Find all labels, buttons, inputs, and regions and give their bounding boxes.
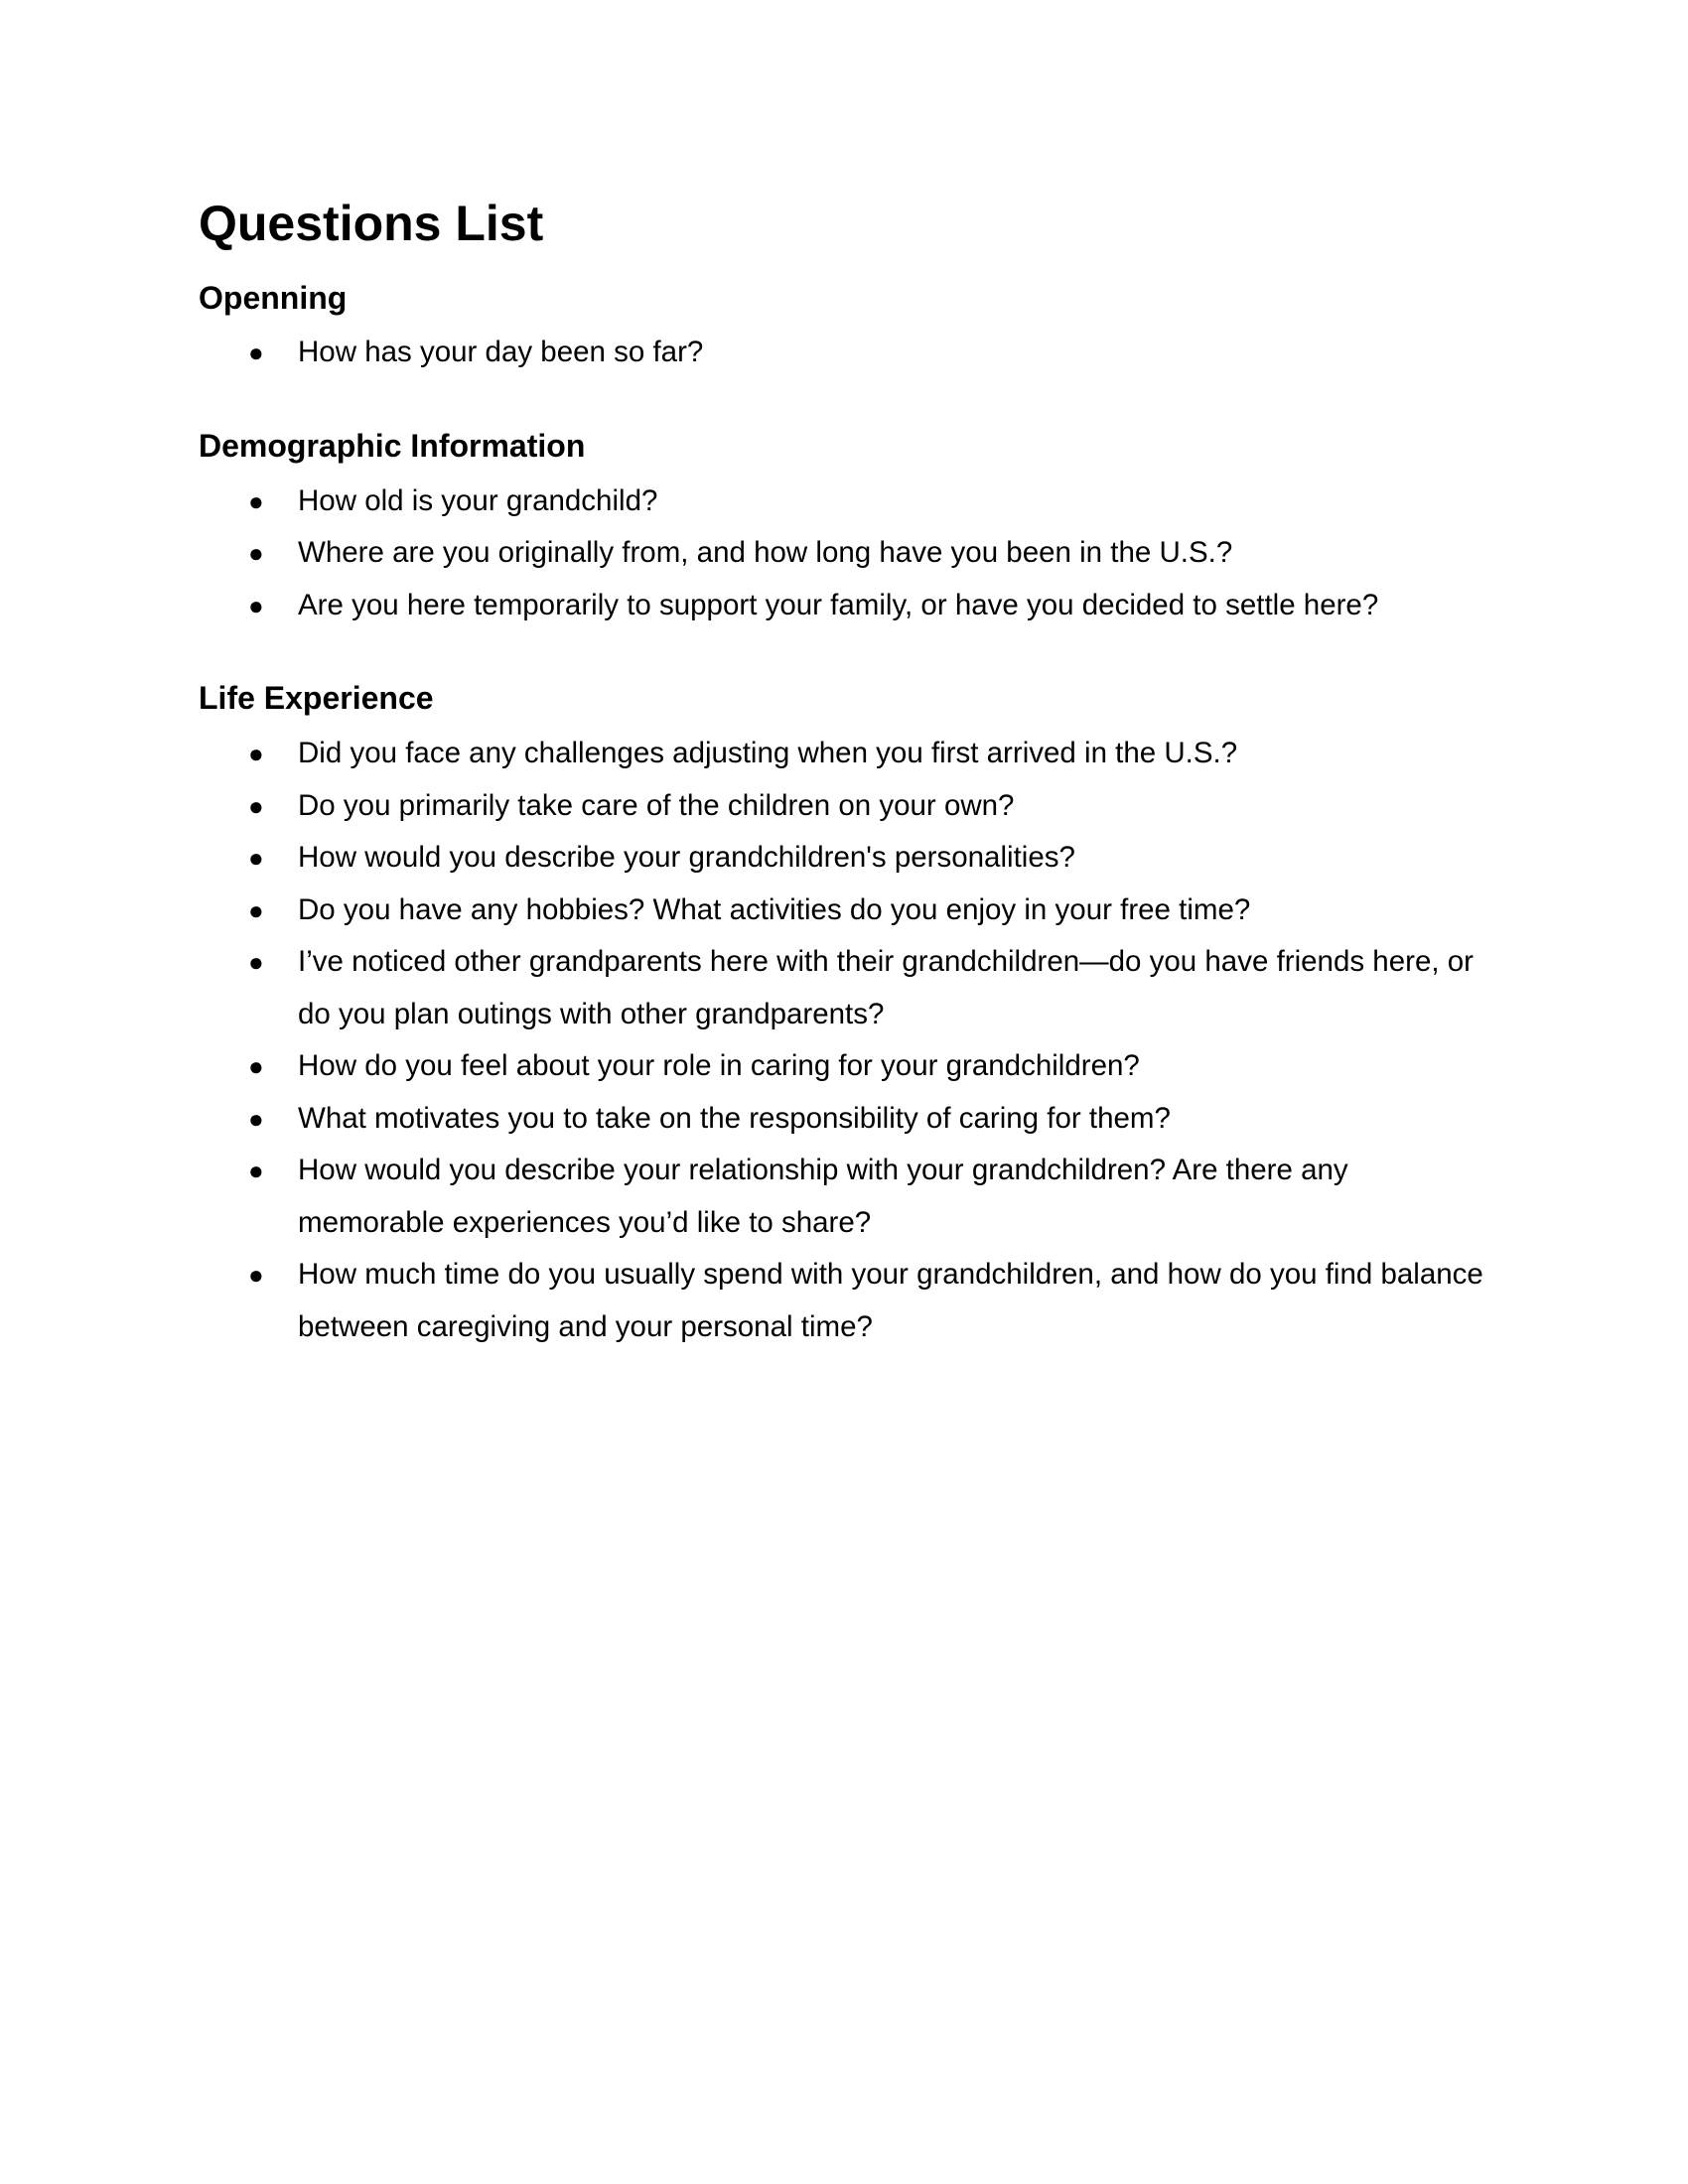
bullet-icon: ●	[248, 538, 264, 568]
bullet-icon: ●	[248, 947, 264, 977]
section-opening	[199, 277, 1489, 379]
list-item	[199, 1093, 1489, 1146]
question-list-opening	[199, 327, 1489, 379]
document-content	[199, 192, 1489, 1353]
list-item	[199, 1249, 1489, 1353]
question-text: How has your day been so far?	[298, 336, 704, 368]
section-life-experience	[199, 677, 1489, 1353]
bullet-icon: ●	[248, 1156, 264, 1185]
question-text: Do you primarily take care of the children on your own?	[298, 788, 1015, 822]
question-text: I’ve noticed other grandparents here with their grandchildren—do you have friends here, or do you plan outings with other grandparents?	[298, 945, 1474, 1030]
bullet-icon: ●	[248, 790, 264, 821]
question-text: Where are you originally from, and how long have you been in the U.S.?	[298, 536, 1233, 569]
section-heading-demographic-information: Demographic Information	[199, 427, 586, 464]
question-text: What motivates you to take on the responsibility of caring for them?	[298, 1101, 1171, 1135]
list-item	[199, 1145, 1489, 1249]
list-item	[199, 1040, 1489, 1093]
section-demographic-information	[199, 425, 1489, 632]
bullet-icon: ●	[248, 1103, 264, 1134]
list-item	[199, 780, 1489, 833]
question-text: Did you face any challenges adjusting when you first arrived in the U.S.?	[298, 737, 1238, 769]
bullet-icon: ●	[248, 739, 264, 768]
question-list-demographic	[199, 476, 1489, 632]
list-item	[199, 580, 1489, 632]
list-item	[199, 728, 1489, 780]
question-text: How do you feel about your role in caring for your grandchildren?	[298, 1049, 1140, 1082]
bullet-icon: ●	[248, 1051, 264, 1081]
list-item	[199, 327, 1489, 379]
question-list-life-experience	[199, 728, 1489, 1353]
bullet-icon: ●	[248, 1260, 264, 1290]
question-text: How much time do you usually spend with your grandchildren, and how do you find balance between caregiving and your personal time?	[298, 1258, 1483, 1343]
bullet-icon: ●	[248, 894, 264, 925]
question-text: Do you have any hobbies? What activities do you enjoy in your free time?	[298, 892, 1251, 926]
page-title: Questions List	[199, 196, 544, 251]
question-text: Are you here temporarily to support your family, or have you decided to settle here?	[298, 588, 1379, 621]
section-heading-opening: Openning	[199, 280, 348, 316]
list-item	[199, 832, 1489, 885]
title-block	[199, 192, 1489, 257]
question-text: How would you describe your relationship with your grandchildren? Are there any memorable experiences you’d like to share?	[298, 1154, 1348, 1239]
list-item	[199, 936, 1489, 1040]
bullet-icon: ●	[248, 843, 264, 873]
section-heading-life-experience: Life Experience	[199, 680, 434, 716]
bullet-icon: ●	[248, 590, 264, 620]
question-text: How would you describe your grandchildren's personalities?	[298, 841, 1075, 874]
bullet-icon: ●	[248, 338, 264, 367]
list-item	[199, 476, 1489, 528]
bullet-icon: ●	[248, 485, 264, 516]
list-item	[199, 885, 1489, 937]
list-item	[199, 527, 1489, 580]
question-text: How old is your grandchild?	[298, 483, 658, 517]
